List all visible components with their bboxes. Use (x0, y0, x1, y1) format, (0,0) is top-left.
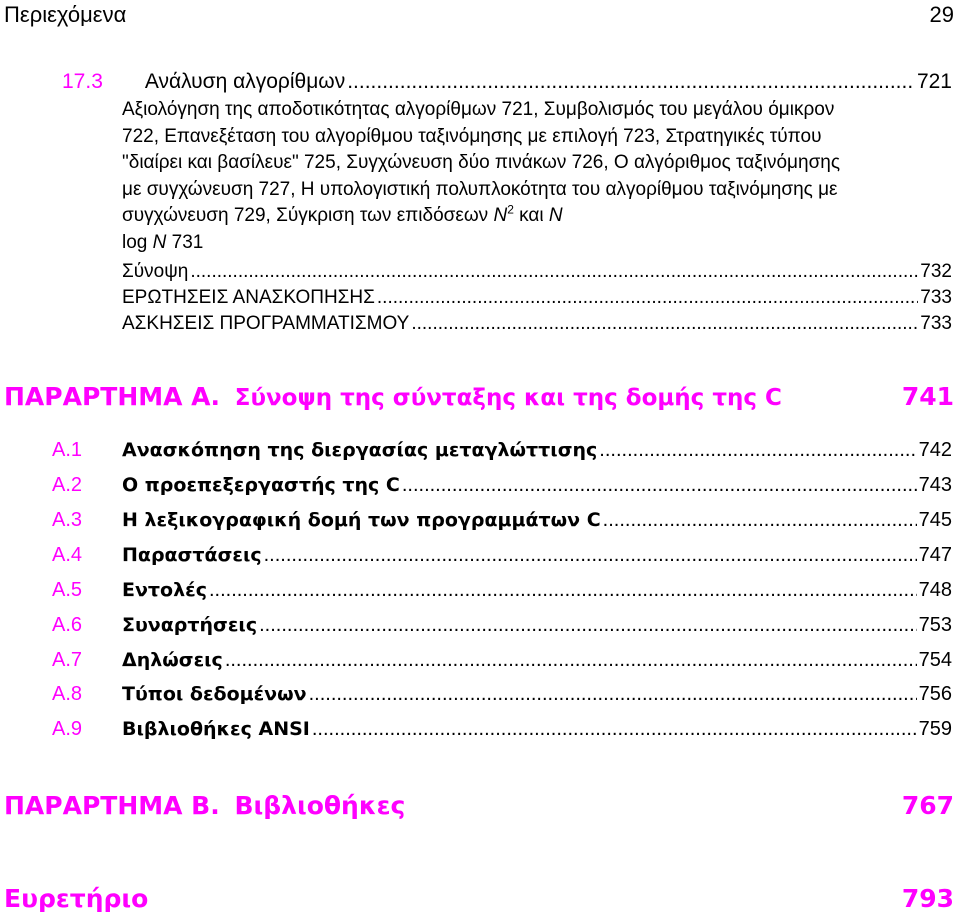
summary-end: 731 (166, 231, 204, 253)
appendix-b-heading[interactable] (4, 791, 954, 820)
entry-label: Δηλώσεις (122, 649, 223, 671)
summary-text: Αξιολόγηση της αποδοτικότητας αλγορίθμων 721, Συμβολισμός του μεγάλου όμικρον 722, Επανεξέταση του αλγορίθμου ταξινόμησης με επιλογή 723, Στρατηγικές τύπου "διαίρει και βασίλευε" 725, Συγχώνευση δύο πινάκων 726, Ο αλγόριθμος ταξινόμησης με συγχώνευση 727, Η υπολογιστική πολυπλοκότητα του αλγορίθμου ταξινόμησης με συγχώνευση 729, Σύγκριση των επιδόσεων (122, 99, 841, 226)
dot-leader (225, 649, 917, 672)
dot-leader (347, 70, 915, 94)
toc-entry-a-7[interactable] (52, 649, 952, 672)
dot-leader (259, 614, 917, 637)
entry-page: 759 (918, 718, 952, 740)
entry-label: Η λεξικογραφική δομή των προγραμμάτων C (122, 509, 601, 531)
entry-page: 756 (918, 683, 952, 705)
entry-number: A.9 (52, 718, 83, 740)
entry-number: A.2 (52, 474, 83, 496)
entry-page: 747 (918, 544, 952, 566)
entry-number: A.8 (52, 683, 83, 705)
toc-entry-a-3[interactable] (52, 509, 952, 532)
entry-number: A.4 (52, 544, 83, 566)
toc-entry-summary[interactable] (122, 261, 952, 283)
appendix-b-title: Βιβλιοθήκες (234, 791, 406, 820)
summary-superscript: 2 (507, 202, 514, 217)
entry-label: Βιβλιοθήκες ANSI (122, 718, 310, 740)
section-summary (122, 97, 842, 256)
entry-label: Σύνοψη (122, 261, 189, 282)
entry-label: ΑΣΚΗΣΕΙΣ ΠΡΟΓΡΑΜΜΑΤΙΣΜΟΥ (122, 313, 410, 334)
entry-page: 742 (918, 439, 952, 461)
section-title: Ανάλυση αλγορίθμων (144, 70, 346, 93)
appendix-a-heading[interactable] (4, 382, 954, 411)
dot-leader (411, 313, 918, 335)
appendix-b-label: ΠΑΡΑΡΤΗΜΑ Β. (4, 791, 220, 820)
summary-n: N (493, 205, 508, 226)
entry-number: A.3 (52, 509, 83, 531)
toc-entry-a-9[interactable] (52, 718, 952, 741)
summary-n2: N (548, 205, 563, 226)
summary-and: και (513, 205, 549, 226)
appendix-a-title: Σύνοψη της σύνταξης και της δομής της C (234, 385, 782, 411)
section-page: 721 (916, 70, 952, 93)
index-heading[interactable] (4, 884, 954, 913)
entry-label: ΕΡΩΤΗΣΕΙΣ ΑΝΑΣΚΟΠΗΣΗΣ (122, 287, 375, 308)
toc-entry-a-6[interactable] (52, 614, 952, 637)
entry-page: 733 (920, 287, 952, 308)
entry-number: A.5 (52, 579, 83, 601)
entry-page: 745 (918, 509, 952, 531)
toc-entry-a-2[interactable] (52, 474, 952, 497)
entry-label: Ανασκόπηση της διεργασίας μεταγλώττισης (122, 439, 598, 461)
dot-leader (377, 287, 918, 309)
appendix-a-page: 741 (901, 382, 954, 411)
entry-number: A.7 (52, 649, 83, 671)
entry-page: 733 (920, 313, 952, 334)
page-header-title: Περιεχόμενα (4, 2, 127, 27)
toc-entry-programming-exercises[interactable] (122, 313, 952, 335)
summary-log: log (122, 231, 153, 253)
toc-entry-a-5[interactable] (52, 579, 952, 602)
dot-leader (209, 579, 917, 602)
dot-leader (264, 544, 917, 567)
entry-label: Τύποι δεδομένων (122, 683, 307, 705)
entry-page: 754 (918, 649, 952, 671)
entry-label: Παραστάσεις (122, 544, 262, 566)
dot-leader (309, 683, 917, 706)
entry-page: 748 (918, 579, 952, 601)
entry-label: Εντολές (122, 579, 207, 601)
index-page: 793 (901, 884, 954, 913)
entry-number: A.6 (52, 614, 83, 636)
toc-entry-a-1[interactable] (52, 439, 952, 462)
dot-leader (603, 509, 917, 532)
entry-label: Ο προεπεξεργαστής της C (122, 474, 400, 496)
appendix-a-label: ΠΑΡΑΡΤΗΜΑ Α. (4, 382, 221, 411)
section-label (62, 70, 345, 94)
entry-number: A.1 (52, 439, 83, 461)
dot-leader (312, 718, 917, 741)
index-title: Ευρετήριο (4, 884, 149, 913)
toc-entry-review-questions[interactable] (122, 287, 952, 309)
page-header-number: 29 (929, 2, 954, 27)
entry-page: 743 (918, 474, 952, 496)
toc-entry-a-4[interactable] (52, 544, 952, 567)
dot-leader (599, 439, 916, 462)
toc-entry-a-8[interactable] (52, 683, 952, 706)
section-number: 17.3 (62, 70, 103, 93)
dot-leader (190, 261, 918, 283)
entry-page: 732 (920, 261, 952, 282)
entry-page: 753 (918, 614, 952, 636)
appendix-b-page: 767 (901, 791, 954, 820)
summary-n3: N (152, 231, 167, 253)
entry-label: Συναρτήσεις (122, 614, 258, 636)
toc-entry-section-17-3[interactable] (62, 70, 952, 94)
dot-leader (402, 474, 917, 497)
